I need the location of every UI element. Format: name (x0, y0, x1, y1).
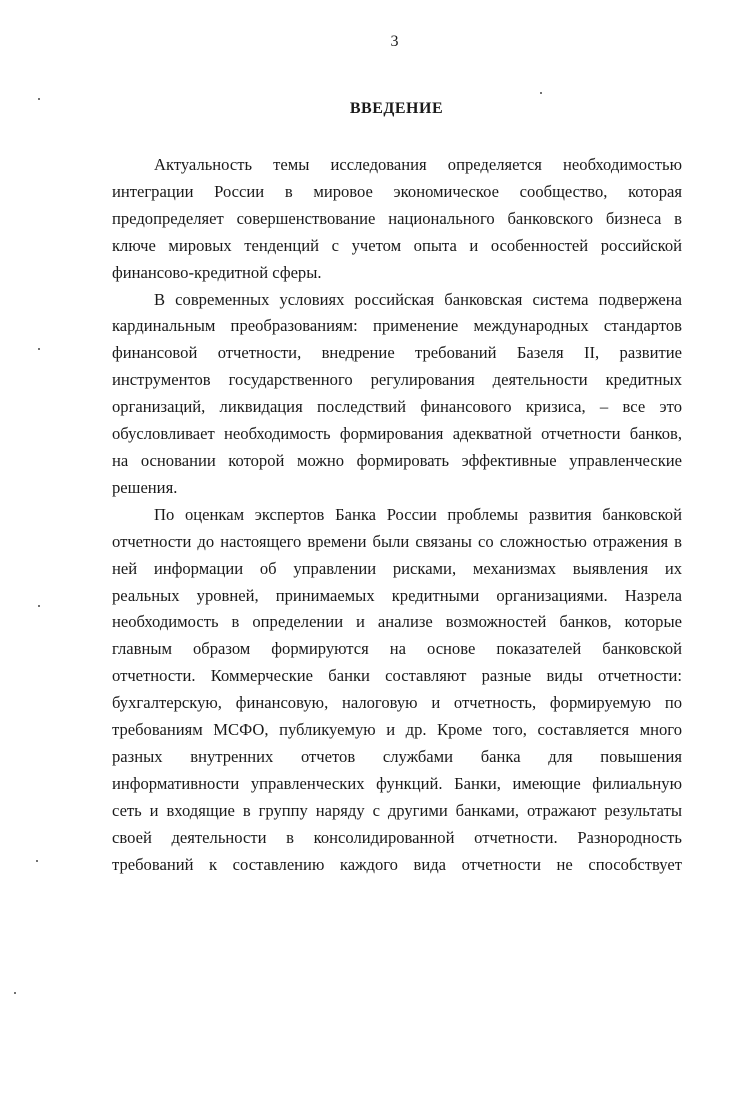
text-line: на основании которой можно формировать эффективные управленческие (112, 450, 682, 470)
text-line: сеть и входящие в группу наряду с другими банками, отражают результаты (112, 800, 682, 820)
text-line: предопределяет совершенствование национального банковского бизнеса в (112, 208, 682, 228)
text-line: обусловливает необходимость формирования адекватной отчетности банков, (112, 424, 682, 444)
text-line: отчетности до настоящего времени были связаны со сложностью отражения в (112, 531, 682, 551)
text-line: отчетности. Коммерческие банки составляют разные виды отчетности: (112, 666, 682, 686)
text-line: разных внутренних отчетов службами банка для повышения (112, 746, 682, 766)
scan-speck (540, 92, 542, 94)
paragraph (112, 502, 682, 879)
text-line: требованиям МСФО, публикуемую и др. Кроме того, составляется много (112, 720, 682, 740)
scan-speck (38, 98, 40, 100)
page-number: 3 (390, 33, 399, 50)
text-line: информативности управленческих функций. Банки, имеющие филиальную (112, 773, 682, 793)
text-line: По оценкам экспертов Банка России проблемы развития банковской (154, 504, 682, 524)
text-line: решения. (112, 477, 178, 497)
text-line: Актуальность темы исследования определяется необходимостью (154, 155, 682, 174)
paragraph (112, 152, 682, 287)
scan-speck (38, 605, 40, 607)
text-line: финансово-кредитной сферы. (112, 262, 322, 282)
text-line: интеграции России в мировое экономическое сообщество, которая (112, 181, 682, 201)
text-line: своей деятельности в консолидированной отчетности. Разнородность (112, 827, 682, 847)
text-line: бухгалтерскую, финансовую, налоговую и отчетность, формируемую по (112, 693, 682, 713)
text-line: кардинальным преобразованиям: применение международных стандартов (112, 316, 682, 336)
text-line: требований к составлению каждого вида отчетности не способствует (112, 854, 682, 874)
scan-speck (36, 860, 38, 862)
text-line: инструментов государственного регулирования деятельности кредитных (112, 370, 682, 390)
scan-speck (38, 348, 40, 350)
text-line: ней информации об управлении рисками, механизмах выявления их (112, 558, 682, 578)
scan-speck (14, 992, 16, 994)
body-text (112, 152, 682, 878)
text-line: финансовой отчетности, внедрение требований Базеля II, развитие (112, 343, 682, 363)
paragraph (112, 287, 682, 502)
text-line: В современных условиях российская банковская система подвержена (154, 289, 682, 309)
text-line: организаций, ликвидация последствий финансового кризиса, – все это (112, 397, 682, 417)
text-line: главным образом формируются на основе показателей банковской (112, 639, 682, 659)
section-heading: ВВЕДЕНИЕ (349, 100, 444, 117)
text-line: реальных уровней, принимаемых кредитными организациями. Назрела (112, 585, 682, 605)
text-line: необходимость в определении и анализе возможностей банков, которые (112, 612, 682, 632)
text-line: ключе мировых тенденций с учетом опыта и особенностей российской (112, 235, 682, 255)
